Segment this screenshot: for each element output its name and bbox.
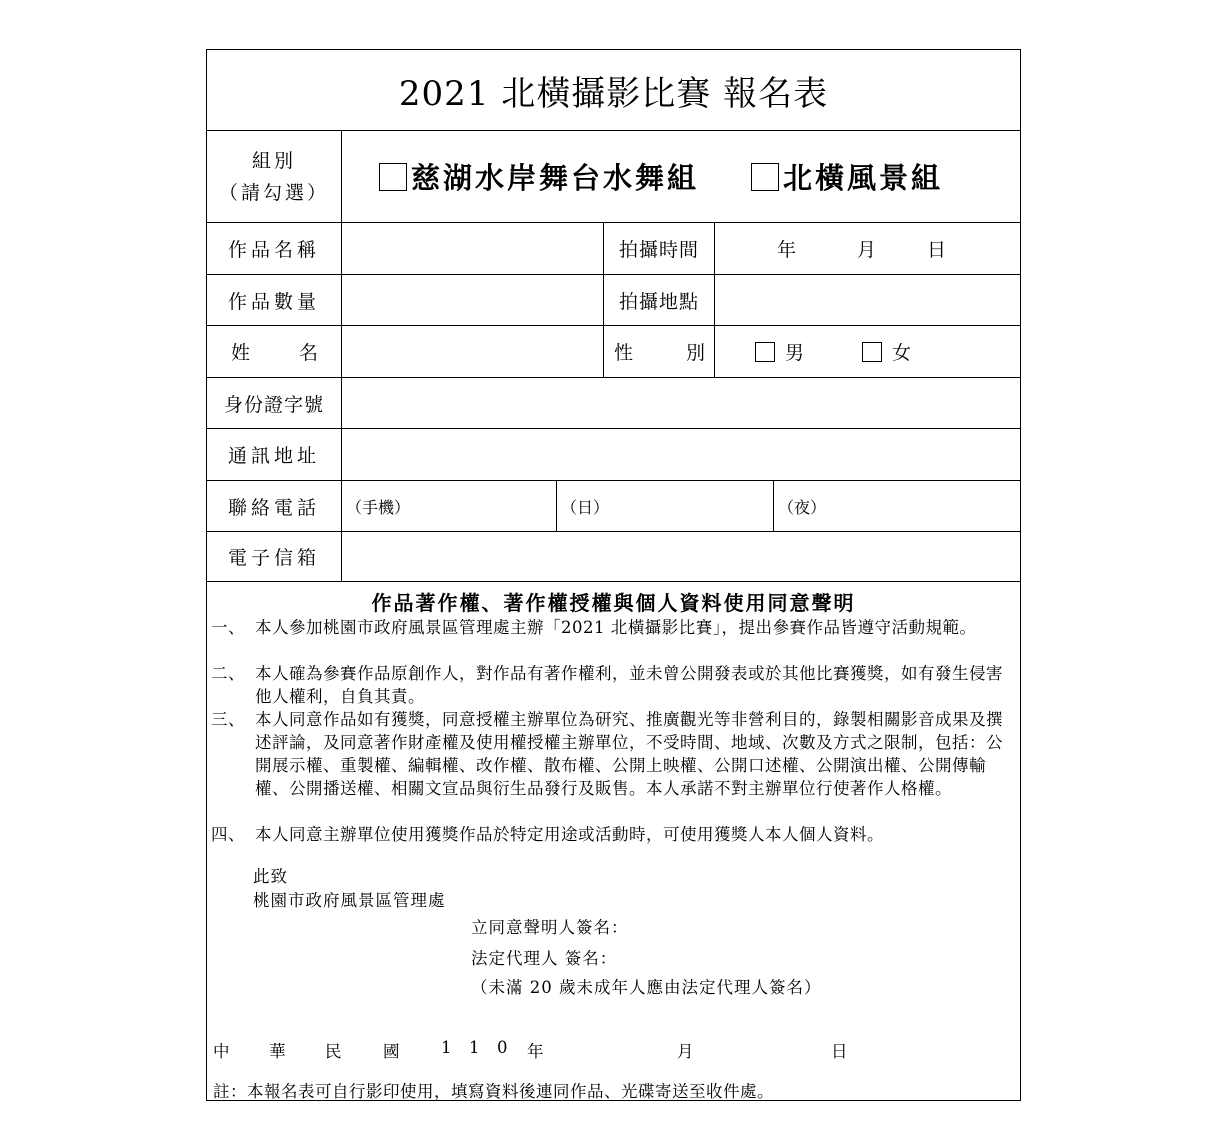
phone-mobile-field[interactable] [342,481,557,531]
name-label-cell [207,326,342,377]
id-field[interactable] [342,378,1020,428]
group-label-cell [207,131,342,222]
date-char: 日 [831,1042,849,1061]
footnote: 註：本報名表可自行影印使用，填寫資料後連同作品、光碟寄送至收件處。 [213,1082,774,1101]
shoot-time-label: 拍攝時間 [604,223,715,274]
form-title: 2021 北橫攝影比賽 報名表 [398,73,829,114]
signature-line-2: 法定代理人 簽名： [471,949,618,968]
date-char: 月 [677,1042,695,1061]
group-row [207,131,1020,223]
gender-label-cell [604,326,715,377]
phone-row [207,481,1020,532]
email-row [207,532,1020,582]
shoot-time-field[interactable] [715,223,1020,274]
date-char: 民 [325,1042,343,1061]
gender-label-2: 別 [686,342,706,364]
declaration-item [211,708,1017,800]
phone-day-field[interactable] [557,481,774,531]
email-label: 電子信箱 [207,532,342,581]
item-text: 本人參加桃園市政府風景區管理處主辦「2021 北橫攝影比賽」，提出參賽作品皆遵守活動規範。 [255,618,977,637]
item-text: 本人同意主辦單位使用獲獎作品於特定用途或活動時，可使用獲獎人本人個人資料。 [255,825,884,844]
date-char: 華 [269,1042,287,1061]
recipient: 桃園市政府風景區管理處 [253,891,446,910]
date-char: 1 [469,1038,481,1057]
group-option-2-checkbox[interactable] [751,163,779,191]
item-number: 一、 [211,618,245,637]
name-label-2: 名 [299,342,319,364]
id-label: 身份證字號 [207,378,342,428]
group-label: 組別 [251,149,296,172]
shoot-place-field[interactable] [715,275,1020,325]
shoot-place-label: 拍攝地點 [604,275,715,325]
work-name-label: 作品名稱 [207,223,342,274]
name-field[interactable] [342,326,604,377]
date-char: 1 [441,1038,453,1057]
gender-male-label: 男 [785,342,805,364]
address-field[interactable] [342,429,1020,480]
date-char: 年 [527,1042,545,1061]
gender-options-cell [715,326,1020,377]
item-number: 二、 [211,664,245,683]
declaration-item [211,662,1017,708]
work-count-row [207,275,1020,326]
date-char: 中 [213,1042,231,1061]
work-name-row [207,223,1020,275]
group-options-cell [342,131,1020,222]
gender-male-checkbox[interactable] [755,342,775,362]
phone-label: 聯絡電話 [207,481,342,531]
work-count-field[interactable] [342,275,604,325]
group-option-1-checkbox[interactable] [379,163,407,191]
gender-label-1: 性 [614,342,634,364]
date-char: 0 [497,1038,509,1057]
item-number: 三、 [211,710,245,729]
group-label-hint: （請勾選） [218,181,329,204]
work-name-field[interactable] [342,223,604,274]
phone-night-label: （夜） [778,497,827,517]
signature-line-1: 立同意聲明人簽名： [471,918,629,937]
declaration-item [211,823,1017,846]
item-text: 本人確為參賽作品原創作人，對作品有著作權利，並未曾公開發表或於其他比賽獲獎，如有發生侵害他人權利，自負其責。 [255,664,1003,706]
email-field[interactable] [342,532,1020,581]
phone-day-label: （日） [561,497,610,517]
item-number: 四、 [211,825,245,844]
group-option-2-label: 北橫風景組 [783,161,944,195]
declaration-title: 作品著作權、著作權授權與個人資料使用同意聲明 [371,591,856,615]
phone-night-field[interactable] [774,481,1020,531]
date-year: 年 [777,239,797,261]
id-row [207,378,1020,429]
name-label-1: 姓 [231,342,251,364]
salutation: 此致 [253,867,288,886]
phone-mobile-label: （手機） [346,497,411,517]
group-option-1-label: 慈湖水岸舞台水舞組 [411,161,700,195]
declaration-section [207,581,1020,1101]
date-month: 月 [857,239,877,261]
date-day: 日 [927,239,947,261]
registration-form [206,49,1021,1101]
signature-note: （未滿 20 歲未成年人應由法定代理人簽名） [471,978,822,997]
work-count-label: 作品數量 [207,275,342,325]
gender-female-label: 女 [892,342,912,364]
address-label: 通訊地址 [207,429,342,480]
address-row [207,429,1020,481]
title-row [207,50,1020,131]
declaration-item [211,616,1017,639]
date-char: 國 [383,1042,401,1061]
item-text: 本人同意作品如有獲獎，同意授權主辦單位為研究、推廣觀光等非營利目的，錄製相關影音成果及撰述評論，及同意著作財產權及使用權授權主辦單位，不受時間、地域、次數及方式之限制，包括：公開展示權、重製權、編輯權、改作權、散布權、公開上映權、公開口述權、公開演出權、公開傳輸權、公開播送權、相關文宣品與衍生品發行及販售。本人承諾不對主辦單位行使著作人格權。 [255,710,1003,798]
name-row [207,326,1020,378]
gender-female-checkbox[interactable] [862,342,882,362]
